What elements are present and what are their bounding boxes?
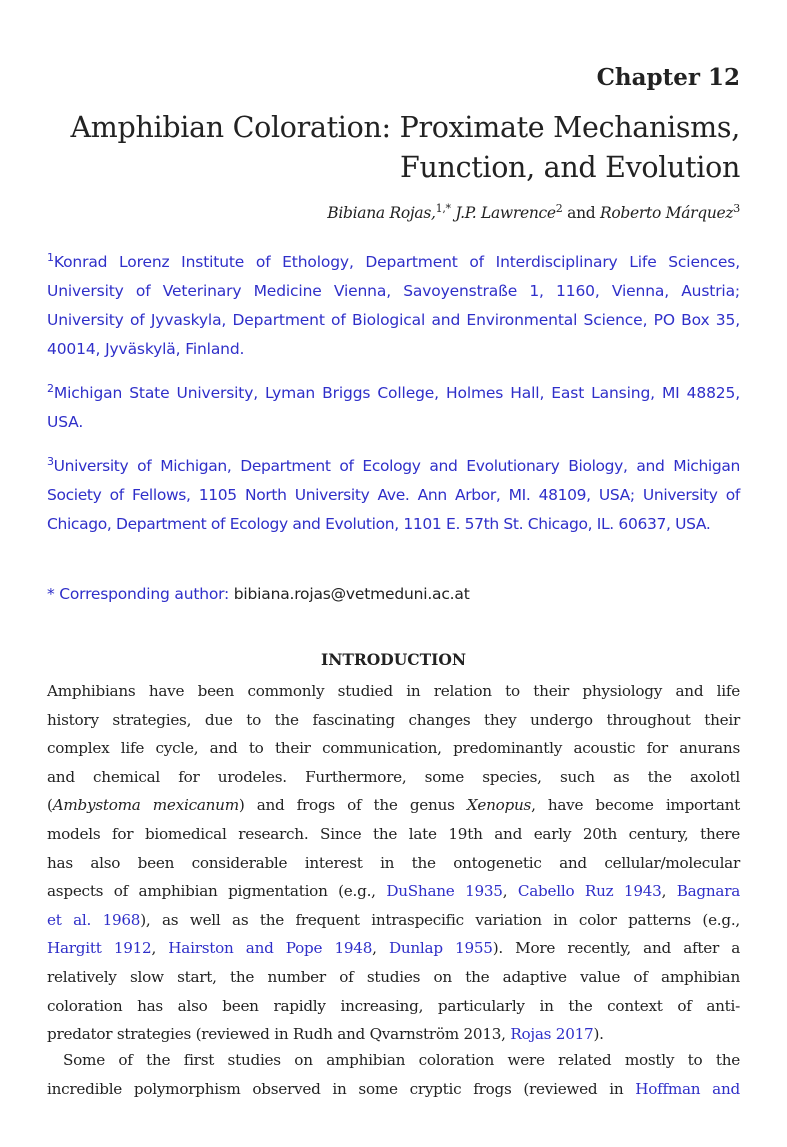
corresponding-author-label: * Corresponding author: [47, 585, 230, 603]
text-fragment: , have become important [531, 796, 741, 815]
species-name: Ambystoma mexicanum [52, 796, 239, 815]
author-name: J.P. Lawrence [455, 204, 556, 222]
genus-name: Xenopus [466, 796, 532, 815]
text-line [47, 906, 740, 935]
text-line [47, 791, 740, 820]
affiliation-marker: 1 [47, 251, 54, 264]
body-paragraph-1 [47, 677, 740, 1049]
text-line: has also been considerable interest in the ontogenetic and cellular/molecular [47, 853, 740, 872]
text-line: Some of the first studies on amphibian coloration were related mostly to the [63, 1051, 740, 1069]
text-line: Amphibians have been commonly studied in relation to their physiology and life [47, 682, 740, 700]
author-conjunction: and [567, 204, 596, 222]
corresponding-author [47, 580, 470, 609]
text-line: aspects of amphibian pigmentation (e.g., DuShane 1935, Cabello Ruz 1943, Bagnara [47, 882, 741, 901]
text-line [47, 1075, 740, 1104]
citation-link-dunlap-1955[interactable]: Dunlap 1955 [388, 939, 493, 958]
affiliation-text: Michigan State University, Lyman Briggs College, Holmes Hall, East Lansing, MI 48825, USA. [47, 384, 740, 431]
text-fragment: incredible polymorphism observed in some cryptic frogs (reviewed in [47, 1079, 624, 1098]
text-line: Hargitt 1912, Hairston and Pope 1948, Dunlap 1955). More recently, and after a [47, 939, 741, 958]
author-list [47, 204, 740, 222]
chapter-title [47, 108, 740, 188]
citation-link-bagnara-1968-cont[interactable]: et al. 1968 [47, 910, 141, 929]
text-line: and chemical for urodeles. Furthermore, some species, such as the axolotl [47, 767, 740, 786]
author-affiliation-marker: 3 [733, 202, 740, 215]
chapter-title-line-1: Amphibian Coloration: Proximate Mechanisms, [70, 111, 740, 144]
text-line: coloration has also been rapidly increasing, particularly in the context of anti- [47, 996, 740, 1015]
author-affiliation-marker: 2 [555, 202, 563, 215]
chapter-label: Chapter 12 [596, 64, 740, 91]
text-fragment: predator strategies (reviewed in Rudh and Qvarnström 2013, [47, 1025, 506, 1044]
citation-link-cabello-ruz-1943[interactable]: Cabello Ruz 1943 [517, 882, 662, 901]
citation-link-hairston-pope-1948[interactable]: Hairston and Pope 1948 [168, 939, 373, 958]
text-fragment: ), as well as the frequent intraspecific variation in color patterns (e.g., [140, 910, 741, 929]
affiliation-text: University of Michigan, Department of Ecology and Evolutionary Biology, and Michigan Society of Fellows, 1105 North University Ave. Ann Arbor, MI. 48109, USA; University of Chicago, Department of Ecology and Evolution, 1101 E. 57th St. Chicago, IL. 60637, USA. [47, 457, 740, 533]
affiliation-marker: 3 [47, 455, 54, 468]
text-line: relatively slow start, the number of studies on the adaptive value of amphibian [47, 967, 740, 986]
affiliation-marker: 2 [47, 382, 54, 395]
citation-link-hoffman[interactable]: Hoffman and [635, 1079, 740, 1098]
citation-link-hargitt-1912[interactable]: Hargitt 1912 [47, 939, 152, 958]
section-heading: INTRODUCTION [320, 650, 467, 669]
affiliation-2 [47, 379, 740, 437]
text-fragment: ) and frogs of the genus [238, 796, 455, 815]
corresponding-author-email[interactable]: bibiana.rojas@vetmeduni.ac.at [233, 585, 470, 603]
text-line: models for biomedical research. Since the late 19th and early 20th century, there [47, 824, 740, 843]
citation-link-bagnara-1968[interactable]: Bagnara [676, 882, 741, 901]
text-fragment: aspects of amphibian pigmentation (e.g., [47, 882, 376, 901]
affiliation-1 [47, 248, 740, 364]
text-fragment: ). More recently, and after a [492, 939, 741, 958]
text-fragment: ( [47, 796, 53, 815]
affiliation-3 [47, 452, 740, 539]
author-name: Bibiana Rojas, [327, 204, 436, 222]
citation-link-rojas-2017[interactable]: Rojas 2017 [510, 1025, 594, 1044]
text-line: complex life cycle, and to their communication, predominantly acoustic for anurans [47, 739, 740, 758]
body-paragraph-2 [47, 1046, 740, 1103]
chapter-title-line-2: Function, and Evolution [399, 151, 740, 184]
text-line: history strategies, due to the fascinating changes they undergo throughout their [47, 710, 740, 729]
author-affiliation-marker: 1,* [435, 202, 451, 215]
citation-link-dushane-1935[interactable]: DuShane 1935 [386, 882, 503, 901]
text-fragment: ). [593, 1025, 604, 1044]
text-line [47, 1020, 740, 1049]
affiliation-text: Konrad Lorenz Institute of Ethology, Department of Interdisciplinary Life Sciences, University of Veterinary Medicine Vienna, Savoyenstraße 1, 1160, Vienna, Austria; University of Jyvaskyla, Department of Biological and Environmental Science, PO Box 35, 40014, Jyväskylä, Finland. [47, 253, 740, 358]
author-name: Roberto Márquez [600, 204, 734, 222]
